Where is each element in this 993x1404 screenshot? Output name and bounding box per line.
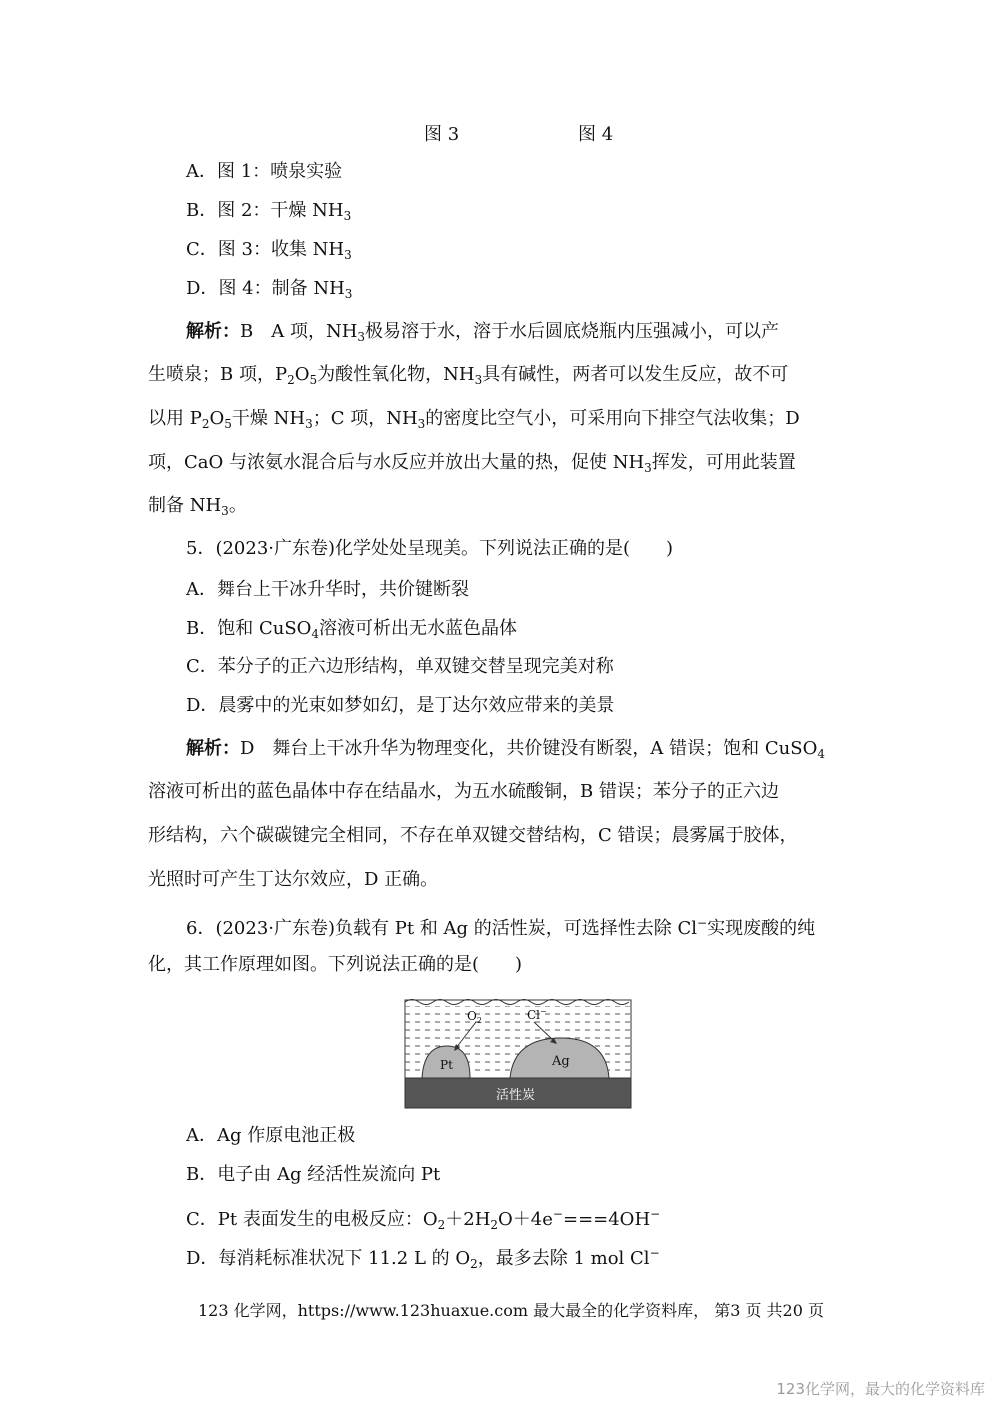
- q5-option-a: A．舞台上干冰升华时，共价键断裂: [186, 579, 469, 600]
- q4-analysis-line-1: 解析：B A 项，$NH_3$极易溶于水，溶于水后圆底烧瓶内压强减小，可以产: [186, 321, 780, 344]
- option-letter: C．: [186, 239, 218, 260]
- text: O＋4e: [498, 1209, 553, 1230]
- text: ，最多去除 1 mol Cl: [477, 1248, 650, 1269]
- page-footer: 123 化学网，https://www.123huaxue.com 最大最全的化学资料库， 第3 页 共20 页: [198, 1301, 824, 1320]
- q5-option-b: B．饱和 CuSO$_4$溶液可析出无水蓝色晶体: [186, 618, 518, 641]
- q6-option-d: D．每消耗标准状况下 11.2 L 的 $O_2$，最多去除 1 mol Cl−: [186, 1246, 660, 1271]
- text: 以用 P: [148, 408, 202, 429]
- text: B A 项，NH: [240, 321, 358, 342]
- option-text: 图 4：制备 NH: [218, 278, 345, 299]
- text: 6．(2023·广东卷)负载有 Pt 和 Ag 的活性炭，可选择性去除 Cl: [186, 918, 698, 939]
- option-letter: A．: [186, 161, 217, 182]
- option-text: 图 3：收集 NH: [217, 239, 345, 260]
- text: O: [209, 408, 225, 429]
- q4-option-d: D．图 4：制备 $NH_3$: [186, 278, 353, 301]
- site-watermark: 123化学网，最大的化学资料库: [776, 1380, 985, 1398]
- text: 极易溶于水，溶于水后圆底烧瓶内压强减小，可以产: [365, 321, 780, 342]
- text: D．每消耗标准状况下 11.2 L 的 O: [186, 1248, 471, 1269]
- q4-analysis-line-5: 制备 $NH_3$。: [148, 495, 247, 518]
- text: O: [294, 364, 310, 385]
- figure-3-caption: 图 3: [424, 124, 460, 145]
- q5-analysis-line-1: 解析：D 舞台上干冰升华为物理变化，共价键没有断裂，A 错误；饱和 CuSO$_4$: [186, 738, 825, 761]
- option-letter: D．: [186, 278, 219, 299]
- text: ===4OH: [562, 1209, 651, 1230]
- text: B．饱和 CuSO: [186, 618, 312, 639]
- text: 溶液可析出无水蓝色晶体: [319, 618, 518, 639]
- analysis-label: 解析：: [186, 738, 240, 759]
- text: 的密度比空气小，可采用向下排空气法收集；D: [425, 408, 800, 429]
- q6-stem-line-1: 6．(2023·广东卷)负载有 Pt 和 Ag 的活性炭，可选择性去除 Cl−实现废酸的纯: [186, 916, 816, 939]
- text: 生喷泉；B 项，P: [148, 364, 288, 385]
- q4-analysis-line-2: 生喷泉；B 项，$P_2O_5$为酸性氧化物，$NH_3$具有碱性，两者可以发生反应，故不可: [148, 364, 789, 387]
- q5-analysis-line-2: 溶液可析出的蓝色晶体中存在结晶水，为五水硫酸铜，B 错误；苯分子的正六边: [148, 781, 779, 802]
- q6-stem-line-2: 化，其工作原理如图。下列说法正确的是( ): [148, 954, 523, 975]
- option-text: 图 1：喷泉实验: [217, 161, 343, 182]
- cl-label: Cl−: [527, 1007, 547, 1022]
- option-text: 图 2：干燥 NH: [217, 200, 344, 221]
- q4-option-c: C．图 3：收集 $NH_3$: [186, 239, 352, 262]
- q4-option-a: [186, 160, 342, 184]
- q5-analysis-line-4: 光照时可产生丁达尔效应，D 正确。: [148, 869, 439, 890]
- text: 制备 NH: [148, 495, 222, 516]
- q4-option-b: B．图 2：干燥 $NH_3$: [186, 200, 352, 223]
- q5-option-c: C．苯分子的正六边形结构，单双键交替呈现完美对称: [186, 656, 614, 677]
- text: 实现废酸的纯: [707, 918, 816, 939]
- q5-option-d: D．晨雾中的光束如梦如幻，是丁达尔效应带来的美景: [186, 695, 615, 716]
- q4-analysis-line-3: 以用 $P_2O_5$干燥 $NH_3$；C 项，$NH_3$的密度比空气小，可采用向下排空气法收集；D: [148, 408, 800, 431]
- text: 。: [228, 495, 247, 516]
- text: 具有碱性，两者可以发生反应，故不可: [482, 364, 789, 385]
- q5-analysis-line-3: 形结构，六个碳碳键完全相同，不存在单双键交替结构，C 错误；晨雾属于胶体，: [148, 825, 798, 846]
- text: 干燥 NH: [231, 408, 306, 429]
- text: 项，CaO 与浓氨水混合后与水反应并放出大量的热，促使 NH: [148, 452, 645, 473]
- text: D 舞台上干冰升华为物理变化，共价键没有断裂，A 错误；饱和 CuSO: [240, 738, 818, 759]
- analysis-label: 解析：: [186, 321, 240, 342]
- option-letter: B．: [186, 200, 218, 221]
- q6-option-c: C．Pt 表面发生的电极反应：$O_2+2H_2O+4e^-===4OH^-$: [186, 1207, 661, 1232]
- ag-label: Ag: [552, 1054, 570, 1069]
- text: 挥发，可用此装置: [651, 452, 796, 473]
- text: ；C 项，NH: [312, 408, 418, 429]
- text: ＋2H: [445, 1209, 491, 1230]
- pt-label: Pt: [440, 1058, 453, 1072]
- o2-label: $O_2$: [467, 1009, 482, 1025]
- figure-4-caption: 图 4: [578, 124, 614, 145]
- text: C．Pt 表面发生的电极反应：O: [186, 1209, 438, 1230]
- activated-carbon-diagram: [404, 994, 632, 1110]
- q4-analysis-line-4: 项，CaO 与浓氨水混合后与水反应并放出大量的热，促使 $NH_3$挥发，可用此装置: [148, 452, 796, 475]
- q6-option-a: A．Ag 作原电池正极: [186, 1125, 356, 1146]
- q6-option-b: B．电子由 Ag 经活性炭流向 Pt: [186, 1164, 441, 1185]
- q5-stem: 5．(2023·广东卷)化学处处呈现美。下列说法正确的是( ): [186, 538, 674, 559]
- text: 为酸性氧化物，NH: [317, 364, 475, 385]
- carbon-label: 活性炭: [496, 1088, 536, 1103]
